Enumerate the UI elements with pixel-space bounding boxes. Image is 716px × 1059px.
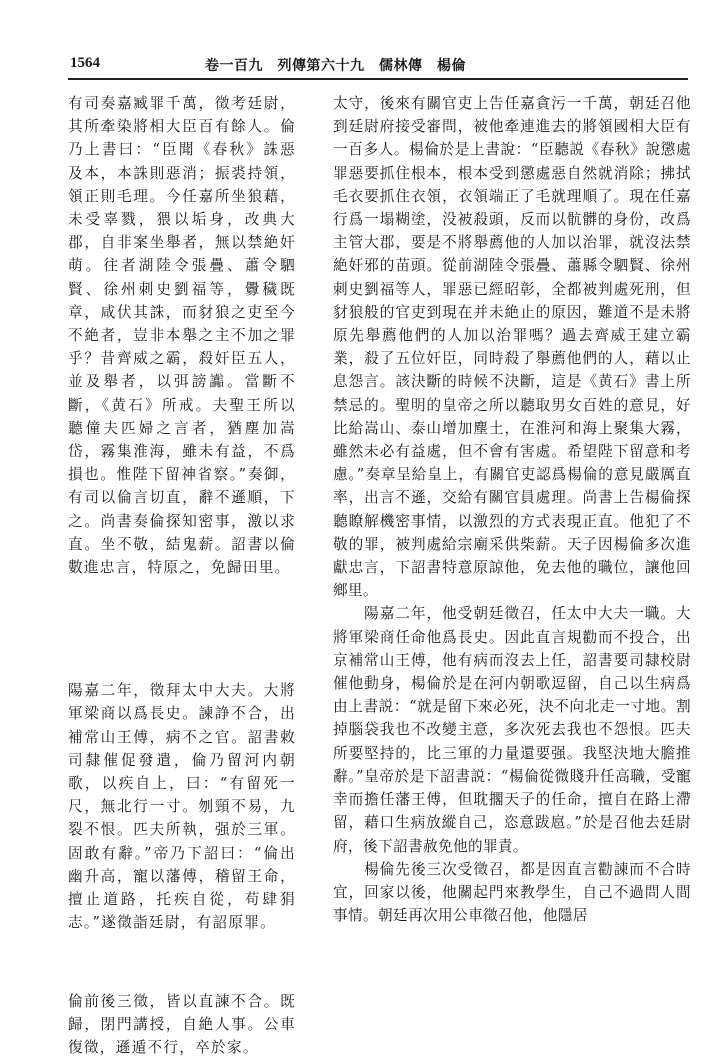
- original-paragraph-2: 陽嘉二年，徵拜太中大夫。大將軍梁商以爲長史。諫諍不合，出補常山王傅，病不之官。詔書敕司隸催促發遣，倫乃留河内朝歌，以疾自上，曰：“有留死一尺，無北行一寸。刎頸不易，九裂不恨。匹夫所執，强於三軍。固敢有辭。”帝乃下詔曰：“倫出幽升高，寵以藩傅，稽留王命，擅止道路，托疾自從，苟肆狷志。”遂徵詣廷尉，有詔原罪。: [68, 679, 296, 934]
- original-paragraph-1: 有司奏嘉臧罪千萬，徵考廷尉，其所牽染將相大臣百有餘人。倫乃上書曰：“臣聞《春秋》誅惡及本，本誅則惡消；振裘持領，領正則毛理。今任嘉所坐狼藉，未受辜戮，猥以垢身，改典大郡，自非案坐舉者，無以禁絶奸萌。往者湖陸令張疊、蕭令駟賢、徐州刺史劉福等，釁穢既章，咸伏其誅，而豺狼之吏至今不絶者，豈非本舉之主不加之罪乎？昔齊威之霸，殺奸臣五人，並及舉者，以弭謗讟。當斷不斷，《黄石》所戒。夫聖王所以聽僮夫匹婦之言者，猶塵加嵩岱，霧集淮海，雖未有益，不爲損也。惟陛下留神省察。”奏御，有司以倫言切直，辭不遜順，下之。尚書奏倫探知密事，激以求直。坐不敬，結鬼薪。詔書以倫數進忠言，特原之，免歸田里。: [68, 92, 296, 579]
- original-text-column: [68, 92, 296, 1059]
- paragraph-spacer: [68, 579, 296, 679]
- paragraph-spacer: [68, 935, 296, 990]
- page-number: 1564: [70, 55, 100, 72]
- original-paragraph-3: 倫前後三徵，皆以直諫不合。既歸，閉門講授，自絶人事。公車復徵，遜遁不行，卒於家。: [68, 990, 296, 1059]
- translation-paragraph-2: 陽嘉二年，他受朝廷徵召，任太中大夫一職。大將軍梁商任命他爲長史。因此直言規勸而不投合，出京補常山王傅，他有病而沒去上任，詔書要司隸校尉催他動身，楊倫於是在河内朝歌逗留，自己以生病爲由上書説：“就是留下來必死，決不向北走一寸地。割掉腦袋我也不改變主意，多次死去我也不怨恨。匹夫所要堅持的，比三軍的力量還要强。我堅決地大膽推辭。”皇帝於是下詔書説：“楊倫從微賤升任高職，受寵幸而擔任藩王傅，但耽擱天子的任命，擅自在路上滯留，藉口生病放縱自己，恣意跋扈。”於是召他去廷尉府，後下詔書赦免他的罪責。: [333, 602, 691, 857]
- translation-paragraph-3: 楊倫先後三次受徵召，都是因直言勸諫而不合時宜，回家以後，他關起門來教學生，自己不過問人間事情。朝廷再次用公車徵召他，他隱居: [333, 858, 691, 928]
- running-head: 卷一百九 列傳第六十九 儒林傳 楊倫: [205, 55, 466, 75]
- header-rule: [68, 78, 688, 80]
- translation-paragraph-1: 太守，後來有關官吏上告任嘉貪污一千萬，朝廷召他到廷尉府接受審問，被他牽連進去的將領國相大臣有一百多人。楊倫於是上書說：“臣聽説《春秋》說懲處罪惡要抓住根本，根本受到懲處惡自然就消除；拂拭毛衣要抓住衣領，衣領端正了毛就理順了。現在任嘉行爲一塌糊塗，没被殺頭，反而以骯髒的身份，改爲主管大郡，要是不將舉薦他的人加以治罪，就沒法禁絶奸邪的苗頭。從前湖陸令張疊、蕭縣令駟賢、徐州刺史劉福等人，罪惡已經昭彰，全都被判處死刑，但豺狼般的官吏到現在并未絶止的原因，難道不是未將原先舉薦他們的人加以治罪嗎？過去齊威王建立霸業，殺了五位奸臣，同時殺了舉薦他們的人，藉以止息怨言。該決斷的時候不決斷，這是《黄石》書上所禁忌的。聖明的皇帝之所以聽取男女百姓的意見，好比給嵩山、泰山增加塵土，在淮河和海上聚集大霧，雖然未必有益處，但不會有害處。希望陛下留意和考慮。”奏章呈給皇上，有關官吏認爲楊倫的意見嚴厲直率，出言不遜，交給有關官員處理。尚書上告楊倫探聽瞭解機密事情，以激烈的方式表現正直。他犯了不敬的罪，被判處給宗廟采供柴薪。天子因楊倫多次進獻忠言，下詔書特意原諒他，免去他的職位，讓他回鄉里。: [333, 92, 691, 602]
- translation-column: [333, 92, 691, 927]
